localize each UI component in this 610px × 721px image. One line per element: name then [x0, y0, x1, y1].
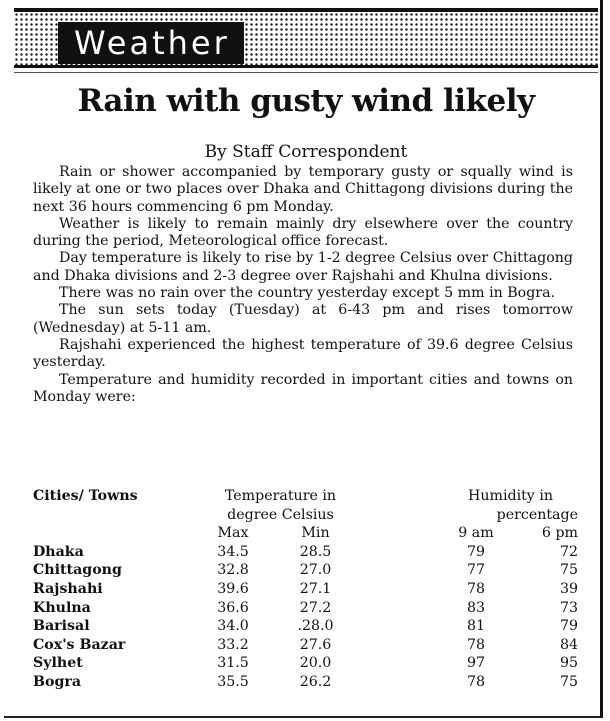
min-temp: 27.0	[299, 562, 332, 579]
cities-header: Cities/ Towns	[33, 488, 138, 504]
table-row	[33, 580, 578, 599]
spacer	[363, 673, 443, 692]
max-header: Max	[217, 525, 249, 542]
table-row	[33, 561, 578, 580]
humidity-9am: 81	[466, 618, 486, 635]
city-name: Dhaka	[33, 543, 84, 560]
paragraph: Weather is likely to remain mainly dry elsewhere over the country during the period, Meteorological office forecast.	[33, 215, 573, 250]
table-row	[33, 636, 578, 655]
paragraph: Rajshahi experienced the highest temperature of 39.6 degree Celsius yesterday.	[33, 336, 573, 371]
humidity-6pm: 79	[559, 618, 578, 635]
table-row	[33, 543, 578, 562]
humidity-6pm: 75	[559, 562, 578, 579]
min-temp: 26.2	[299, 673, 332, 690]
humidity-6pm: 39	[559, 580, 578, 597]
max-temp: 33.2	[217, 636, 249, 653]
humidity-header: Humidity in	[467, 488, 554, 504]
paragraph: There was no rain over the country yesterday except 5 mm in Bogra.	[59, 285, 556, 302]
max-temp: 34.0	[217, 618, 249, 635]
spacer	[363, 617, 443, 636]
paragraph: Day temperature is likely to rise by 1-2 degree Celsius over Chittagong and Dhaka divisions and 2-3 degree over Rajshahi and Khulna divisions.	[33, 250, 573, 284]
spacer	[363, 543, 443, 562]
article-body	[33, 164, 573, 406]
min-temp: 28.5	[299, 543, 332, 560]
min-header: Min	[301, 525, 330, 542]
city-name: Sylhet	[33, 655, 83, 672]
humidity-9am: 78	[466, 580, 486, 597]
min-temp: 27.6	[299, 636, 332, 653]
humidity-6pm: 73	[559, 599, 578, 616]
paragraph: Temperature and humidity recorded in important cities and towns on Monday were:	[33, 371, 573, 405]
city-name: Chittagong	[33, 562, 122, 579]
table-row	[33, 654, 578, 673]
humidity-9am: 97	[466, 655, 486, 672]
max-temp: 35.5	[217, 673, 249, 690]
paragraph: The sun sets today (Tuesday) at 6-43 pm and rises tomorrow (Wednesday) at 5-11 am.	[33, 302, 573, 336]
table-row	[33, 617, 578, 636]
max-temp: 31.5	[217, 655, 249, 672]
city-name: Bogra	[33, 673, 82, 690]
paragraph: Rain or shower accompanied by temporary gusty or squally wind is likely at one or two places over Dhaka and Chittagong divisions during the next 36 hours commencing 6 pm Monday.	[33, 164, 573, 215]
max-temp: 39.6	[217, 580, 249, 597]
max-temp: 36.6	[217, 599, 249, 616]
section-label: Weather	[58, 22, 244, 64]
table-header-row	[33, 506, 578, 525]
humidity-unit: percentage	[496, 506, 578, 523]
humidity-9am: 78	[466, 673, 486, 690]
am-header: 9 am	[458, 525, 494, 542]
byline: By Staff Correspondent	[204, 142, 408, 162]
spacer	[363, 599, 443, 618]
min-temp: .28.0	[297, 618, 334, 635]
city-name: Barisal	[33, 618, 90, 635]
pm-header: 6 pm	[541, 525, 578, 542]
section-banner	[14, 8, 598, 68]
headline: Rain with gusty wind likely	[77, 83, 535, 119]
spacer	[363, 654, 443, 673]
spacer	[363, 580, 443, 599]
table-header-row	[33, 524, 578, 543]
humidity-9am: 83	[466, 599, 486, 616]
min-temp: 27.2	[299, 599, 332, 616]
max-temp: 34.5	[217, 543, 249, 560]
table-row	[33, 673, 578, 692]
humidity-9am: 77	[466, 562, 486, 579]
min-temp: 20.0	[299, 655, 332, 672]
humidity-9am: 79	[466, 543, 486, 560]
temperature-unit: degree Celsius	[227, 506, 334, 523]
humidity-9am: 78	[466, 636, 486, 653]
humidity-6pm: 75	[559, 673, 578, 690]
spacer	[363, 636, 443, 655]
temperature-header: Temperature in	[224, 488, 337, 504]
divider	[14, 72, 598, 73]
table-row	[33, 599, 578, 618]
spacer	[363, 561, 443, 580]
city-name: Cox's Bazar	[33, 636, 126, 653]
city-name: Rajshahi	[33, 580, 103, 597]
humidity-6pm: 95	[559, 655, 578, 672]
humidity-6pm: 84	[559, 636, 578, 653]
min-temp: 27.1	[299, 580, 332, 597]
max-temp: 32.8	[217, 562, 249, 579]
city-name: Khulna	[33, 599, 91, 616]
table-header-row	[33, 487, 578, 506]
weather-table	[33, 487, 578, 692]
humidity-6pm: 72	[559, 543, 578, 560]
